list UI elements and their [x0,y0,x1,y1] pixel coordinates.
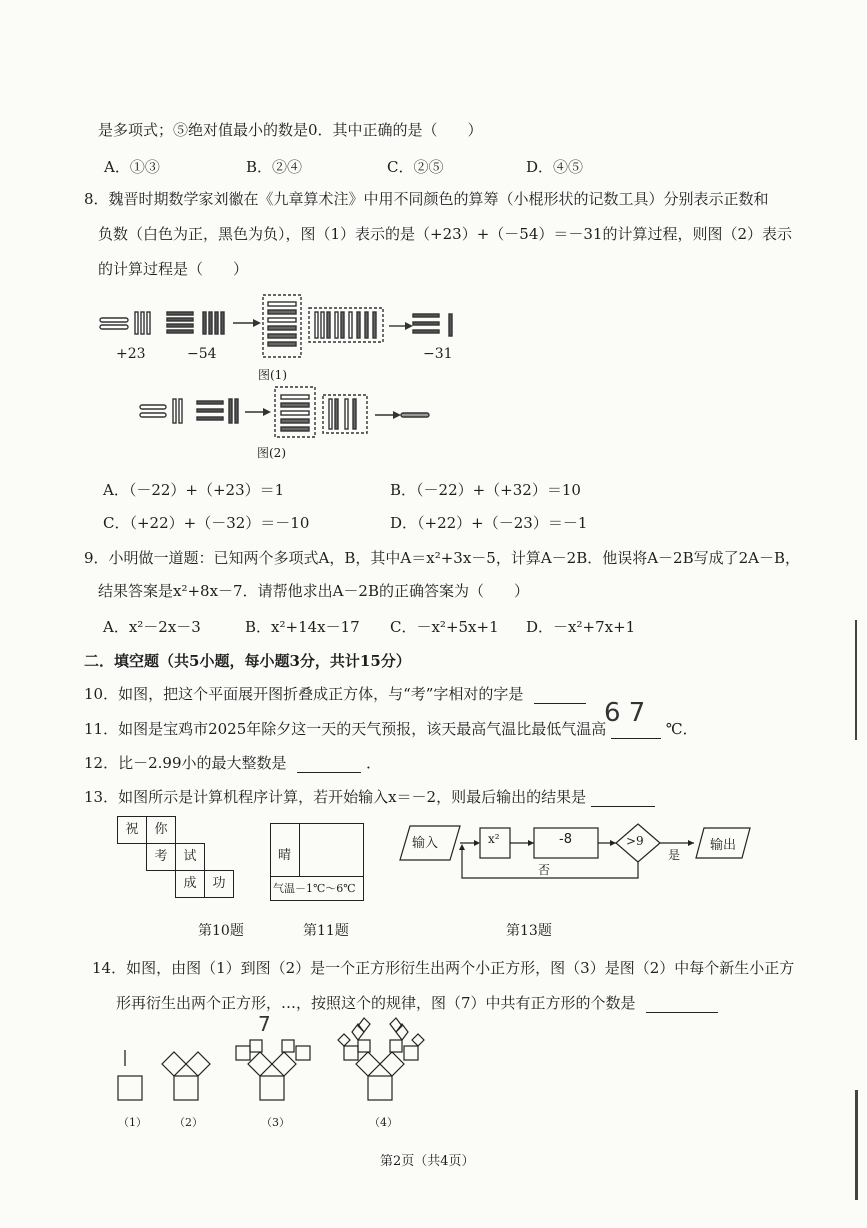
net-cell: 功 [204,870,234,898]
q8-line1: 8．魏晋时期数学家刘徽在《九章算术注》中用不同颜色的算筹（小棍形状的记数工具）分别表示正数和 [84,190,769,208]
tree-caption-4: （4） [369,1116,398,1129]
caption-q13: 第13题 [506,923,552,939]
rod-label-minus31: −31 [423,346,453,362]
q13-text [84,786,655,807]
q11-handwritten-answer: 6 7 [604,698,646,728]
flow-input-label: 输入 [412,836,439,851]
figure-1-caption: 图(1) [258,368,287,382]
section-fill-in-title: 二．填空题（共5小题，每小题3分，共计15分） [84,652,411,670]
net-cell: 祝 [117,816,147,844]
square-tree-figures [100,1014,460,1114]
q14-question: 形再衍生出两个正方形，…，按照这个的规律，图（7）中共有正方形的个数是 [116,994,636,1012]
q14-mark-7: 7 [258,1012,271,1036]
q13-answer-blank [591,792,655,807]
figure-2-caption: 图(2) [257,446,286,460]
q8-line3: 的计算过程是（ ） [98,260,249,278]
net-cell: 你 [146,816,176,844]
q8-option-b: B．（－22）+（+32）＝10 [390,481,581,499]
q7-tail-text: 是多项式；⑤绝对值最小的数是0．其中正确的是（ ） [98,121,483,139]
q9-line2: 结果答案是x²+8x－7．请帮他求出A－2B的正确答案为（ ） [98,582,529,600]
scan-edge-mark [855,1090,858,1200]
q14-line1: 14．如图，由图（1）到图（2）是一个正方形衍生出两个小正方形，图（3）是图（2）中每个新生小正方 [92,959,795,977]
q9-line1: 9．小明做一道题：已知两个多项式A，B，其中A＝x²+3x－5，计算A－2B．他误将A－2B写成了2A－B， [84,549,801,567]
net-cell: 试 [175,843,205,871]
caption-q10: 第10题 [198,923,244,939]
weather-forecast-figure [270,823,364,901]
flow-output-label: 输出 [710,838,737,853]
flow-yes-label: 是 [668,848,681,862]
q12-end: ． [366,754,382,772]
q8-option-d: D．（+22）+（－23）＝－1 [390,514,588,532]
q14-line2 [116,992,718,1013]
counting-rods-figure-2 [135,385,455,445]
q7-option-c: C．②⑤ [387,158,444,176]
rod-label-minus54: −54 [187,346,217,362]
q11-question: 11．如图是宝鸡市2025年除夕这一天的天气预报，该天最高气温比最低气温高 [84,720,607,738]
q10-text [84,683,586,704]
weather-condition: 晴 [278,848,292,863]
q12-question: 12．比－2.99小的最大整数是 [84,754,287,772]
q9-option-d: D．－x²+7x+1 [526,618,636,636]
q8-line2: 负数（白色为正，黑色为负），图（1）表示的是（+23）+（－54）＝－31的计算过程，则图（2）表示 [98,225,792,243]
q10-answer-blank [534,689,586,704]
q12-text [84,752,381,773]
flow-condition-label: >9 [626,834,644,848]
caption-q11: 第11题 [303,923,349,939]
q10-question: 10．如图，把这个平面展开图折叠成正方体，与“考”字相对的字是 [84,685,524,703]
q7-option-a: A．①③ [104,158,160,176]
q7-option-d: D．④⑤ [526,158,584,176]
flow-square-label: x² [488,832,500,846]
q7-option-b: B．②④ [246,158,303,176]
q11-unit: ℃． [665,720,698,738]
q9-option-a: A．x²－2x－3 [103,618,201,636]
tree-caption-2: （2） [174,1116,203,1129]
rod-label-plus23: +23 [116,346,146,362]
q14-answer-blank [646,998,718,1013]
weather-temperature-range: 气温－1℃～6℃ [273,882,356,895]
scan-edge-mark [855,620,857,740]
page-footer: 第2页（共4页） [380,1154,475,1169]
flow-minus-label: -8 [559,832,572,847]
q9-option-b: B．x²+14x－17 [245,618,360,636]
tree-caption-1: （1） [118,1116,147,1129]
q9-option-c: C．－x²+5x+1 [390,618,499,636]
flow-no-label: 否 [538,863,551,877]
program-flowchart [398,822,758,884]
q13-question: 13．如图所示是计算机程序计算，若开始输入x＝－2，则最后输出的结果是 [84,788,587,806]
q12-answer-blank [297,758,361,773]
tree-caption-3: （3） [261,1116,290,1129]
q8-option-c: C．（+22）+（－32）＝－10 [103,514,310,532]
net-cell: 考 [146,843,176,871]
q8-option-a: A．（－22）+（+23）＝1 [103,481,285,499]
net-cell: 成 [175,870,205,898]
